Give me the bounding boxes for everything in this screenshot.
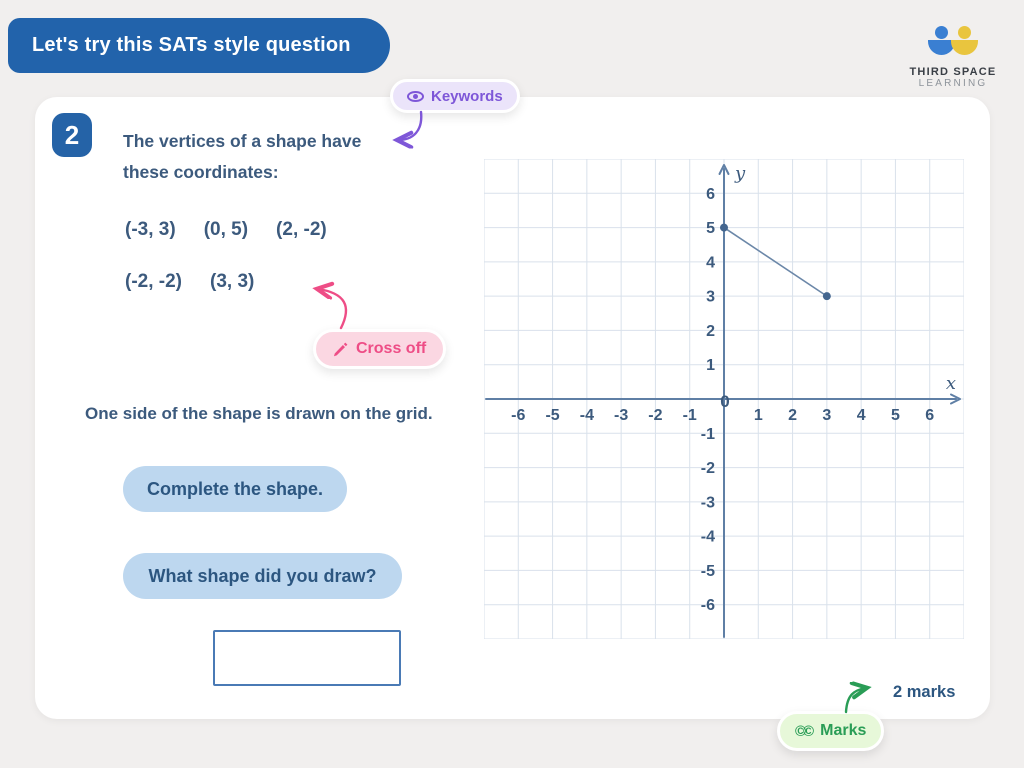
marks-label: Marks <box>820 722 867 739</box>
question-statement: One side of the shape is drawn on the grid. <box>85 404 433 423</box>
coordinate: (2, -2) <box>276 219 327 240</box>
prompt-keyword: vertices <box>158 131 226 151</box>
svg-text:3: 3 <box>706 288 715 306</box>
cross-off-label: Cross off <box>356 340 427 357</box>
answer-input-box[interactable] <box>213 630 401 686</box>
coordinate-grid[interactable] <box>484 159 964 639</box>
svg-text:-1: -1 <box>682 407 697 424</box>
task-label: Complete the shape. <box>146 478 324 499</box>
svg-text:1: 1 <box>753 407 763 424</box>
pencil-icon <box>333 341 349 357</box>
svg-text:-4: -4 <box>579 407 594 424</box>
question-prompt-line1 <box>123 126 361 157</box>
svg-text:x: x <box>945 373 956 394</box>
banner <box>8 18 390 73</box>
svg-text:-5: -5 <box>545 407 560 424</box>
svg-text:-3: -3 <box>614 407 629 424</box>
task-what-shape <box>123 553 402 599</box>
svg-text:1: 1 <box>706 357 715 375</box>
eye-icon <box>407 91 424 102</box>
question-prompt-line2: these coordinates: <box>123 162 279 182</box>
marks-icon: ©© <box>795 722 812 740</box>
coordinate: (0, 5) <box>203 219 249 240</box>
svg-text:-1: -1 <box>700 425 715 443</box>
svg-text:6: 6 <box>925 407 935 424</box>
coordinate: (3, 3) <box>210 271 255 292</box>
keywords-badge[interactable] <box>390 79 520 113</box>
banner-title: Let's try this SATs style question <box>32 34 351 56</box>
svg-text:y: y <box>735 163 746 184</box>
task-complete-shape <box>123 466 347 512</box>
svg-text:-3: -3 <box>700 494 715 512</box>
prompt-text: The <box>123 131 159 151</box>
svg-text:2: 2 <box>788 407 798 424</box>
logo-text-line2: LEARNING <box>918 78 988 89</box>
question-prompt <box>123 126 361 188</box>
svg-text:-4: -4 <box>700 528 715 546</box>
coordinates-row-1 <box>125 219 327 241</box>
logo-mark-icon <box>925 26 981 62</box>
svg-text:5: 5 <box>706 220 715 238</box>
keywords-label: Keywords <box>431 87 503 105</box>
svg-text:4: 4 <box>706 254 715 272</box>
task-label: What shape did you draw? <box>148 565 377 586</box>
cross-off-badge[interactable] <box>313 329 446 369</box>
marks-badge[interactable] <box>777 711 884 751</box>
logo-text-line1: THIRD SPACE <box>909 66 997 78</box>
svg-text:-6: -6 <box>700 597 715 615</box>
coordinate: (-3, 3) <box>125 219 176 240</box>
marks-value: 2 marks <box>893 683 956 701</box>
prompt-text: of a shape have <box>225 131 362 151</box>
svg-text:6: 6 <box>706 185 715 203</box>
svg-text:3: 3 <box>822 407 832 424</box>
svg-text:2: 2 <box>706 322 715 340</box>
svg-text:-2: -2 <box>648 407 663 424</box>
svg-text:5: 5 <box>890 407 900 424</box>
third-space-learning-logo <box>898 26 1008 89</box>
svg-text:-2: -2 <box>700 460 715 478</box>
svg-text:4: 4 <box>856 407 866 424</box>
svg-text:-6: -6 <box>511 407 526 424</box>
svg-text:0: 0 <box>720 392 730 411</box>
svg-text:-5: -5 <box>700 562 715 580</box>
coordinate: (-2, -2) <box>125 271 182 292</box>
question-number-badge: 2 <box>52 113 92 157</box>
coordinates-row-2 <box>125 271 254 293</box>
